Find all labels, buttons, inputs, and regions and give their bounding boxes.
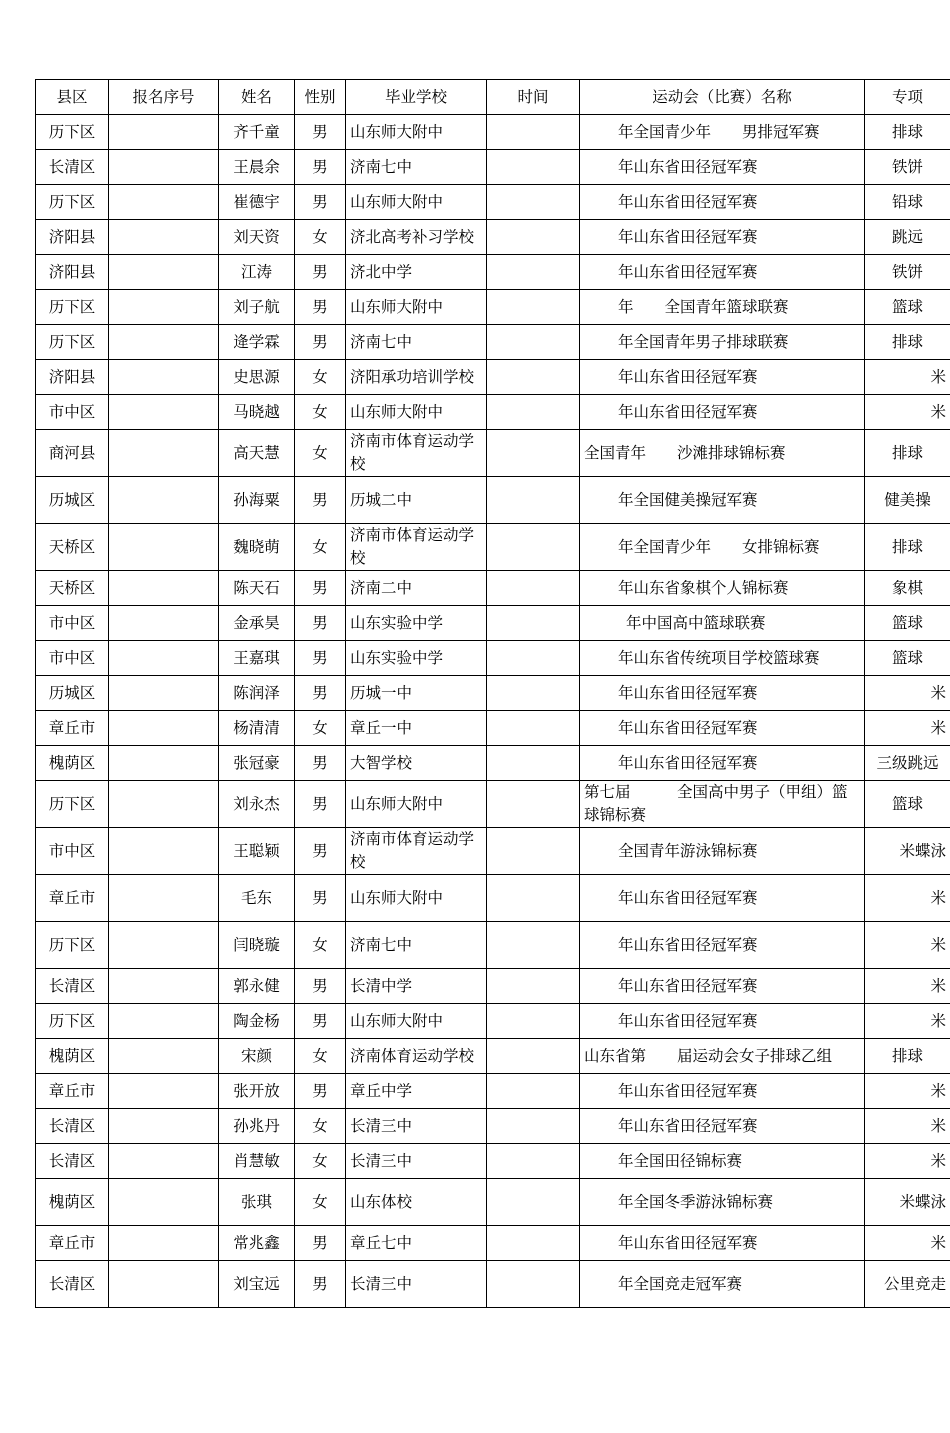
gender-cell: 女 <box>295 922 346 969</box>
registration-number-cell <box>109 676 219 711</box>
sport-cell: 公里竞走 <box>865 1261 950 1308</box>
sport-cell: 米 <box>865 1144 950 1179</box>
table-row <box>36 290 950 325</box>
registration-number-cell <box>109 1039 219 1074</box>
time-cell <box>487 1109 580 1144</box>
sport-cell: 健美操 <box>865 477 950 524</box>
county-cell: 天桥区 <box>36 524 109 571</box>
header-county: 县区 <box>36 80 109 115</box>
county-cell: 章丘市 <box>36 711 109 746</box>
county-cell: 槐荫区 <box>36 1039 109 1074</box>
name-cell: 王聪颖 <box>219 828 295 875</box>
school-cell: 济南体育运动学校 <box>346 1039 487 1074</box>
school-cell: 山东体校 <box>346 1179 487 1226</box>
event-cell: 年全国冬季游泳锦标赛 <box>580 1179 865 1226</box>
gender-cell: 男 <box>295 115 346 150</box>
school-cell: 山东师大附中 <box>346 1004 487 1039</box>
event-cell: 第七届 全国高中男子（甲组）篮球锦标赛 <box>580 781 865 828</box>
sport-cell: 米蝶泳 <box>865 1179 950 1226</box>
name-cell: 王嘉琪 <box>219 641 295 676</box>
table-row <box>36 711 950 746</box>
county-cell: 天桥区 <box>36 571 109 606</box>
registration-number-cell <box>109 606 219 641</box>
name-cell: 江涛 <box>219 255 295 290</box>
name-cell: 陶金杨 <box>219 1004 295 1039</box>
time-cell <box>487 1226 580 1261</box>
sport-cell: 米 <box>865 922 950 969</box>
table-row <box>36 1144 950 1179</box>
name-cell: 肖慧敏 <box>219 1144 295 1179</box>
gender-cell: 男 <box>295 571 346 606</box>
table-row <box>36 325 950 360</box>
sport-cell: 篮球 <box>865 641 950 676</box>
event-cell: 年山东省田径冠军赛 <box>580 746 865 781</box>
sport-cell: 排球 <box>865 524 950 571</box>
time-cell <box>487 641 580 676</box>
registration-number-cell <box>109 150 219 185</box>
county-cell: 长清区 <box>36 969 109 1004</box>
school-cell: 山东师大附中 <box>346 395 487 430</box>
table-row <box>36 1039 950 1074</box>
registration-number-cell <box>109 524 219 571</box>
name-cell: 郭永健 <box>219 969 295 1004</box>
registration-number-cell <box>109 430 219 477</box>
school-cell: 山东师大附中 <box>346 290 487 325</box>
name-cell: 逄学霖 <box>219 325 295 360</box>
school-cell: 山东实验中学 <box>346 606 487 641</box>
gender-cell: 男 <box>295 477 346 524</box>
school-cell: 章丘中学 <box>346 1074 487 1109</box>
table-row <box>36 641 950 676</box>
sport-cell: 三级跳远 <box>865 746 950 781</box>
registration-number-cell <box>109 1226 219 1261</box>
time-cell <box>487 115 580 150</box>
name-cell: 陈润泽 <box>219 676 295 711</box>
table-row <box>36 430 950 477</box>
name-cell: 高天慧 <box>219 430 295 477</box>
registration-number-cell <box>109 1109 219 1144</box>
gender-cell: 男 <box>295 150 346 185</box>
registration-number-cell <box>109 711 219 746</box>
event-cell: 年全国田径锦标赛 <box>580 1144 865 1179</box>
time-cell <box>487 430 580 477</box>
county-cell: 历下区 <box>36 1004 109 1039</box>
school-cell: 大智学校 <box>346 746 487 781</box>
school-cell: 济阳承功培训学校 <box>346 360 487 395</box>
gender-cell: 男 <box>295 875 346 922</box>
event-cell: 年山东省田径冠军赛 <box>580 185 865 220</box>
sport-cell: 米 <box>865 1226 950 1261</box>
table-row <box>36 969 950 1004</box>
school-cell: 山东师大附中 <box>346 781 487 828</box>
name-cell: 魏晓萌 <box>219 524 295 571</box>
registration-number-cell <box>109 1179 219 1226</box>
event-cell: 年山东省田径冠军赛 <box>580 676 865 711</box>
school-cell: 长清中学 <box>346 969 487 1004</box>
county-cell: 历下区 <box>36 115 109 150</box>
registration-number-cell <box>109 1074 219 1109</box>
table-row <box>36 220 950 255</box>
sport-cell: 米 <box>865 360 950 395</box>
gender-cell: 女 <box>295 524 346 571</box>
table-body <box>36 115 950 1308</box>
county-cell: 长清区 <box>36 1109 109 1144</box>
gender-cell: 男 <box>295 781 346 828</box>
event-cell: 年山东省田径冠军赛 <box>580 360 865 395</box>
time-cell <box>487 746 580 781</box>
gender-cell: 男 <box>295 255 346 290</box>
school-cell: 济南市体育运动学校 <box>346 828 487 875</box>
sport-cell: 象棋 <box>865 571 950 606</box>
sport-cell: 排球 <box>865 430 950 477</box>
time-cell <box>487 220 580 255</box>
time-cell <box>487 1179 580 1226</box>
county-cell: 历下区 <box>36 185 109 220</box>
school-cell: 山东实验中学 <box>346 641 487 676</box>
time-cell <box>487 325 580 360</box>
sport-cell: 铁饼 <box>865 255 950 290</box>
event-cell: 年全国青少年 女排锦标赛 <box>580 524 865 571</box>
table-row <box>36 1179 950 1226</box>
name-cell: 张冠豪 <box>219 746 295 781</box>
time-cell <box>487 185 580 220</box>
school-cell: 章丘一中 <box>346 711 487 746</box>
table-row <box>36 606 950 641</box>
name-cell: 陈天石 <box>219 571 295 606</box>
time-cell <box>487 360 580 395</box>
name-cell: 刘天资 <box>219 220 295 255</box>
table-row <box>36 185 950 220</box>
name-cell: 刘永杰 <box>219 781 295 828</box>
name-cell: 齐千童 <box>219 115 295 150</box>
event-cell: 年山东省田径冠军赛 <box>580 969 865 1004</box>
header-gender: 性别 <box>295 80 346 115</box>
gender-cell: 女 <box>295 1039 346 1074</box>
name-cell: 张开放 <box>219 1074 295 1109</box>
sport-cell: 铁饼 <box>865 150 950 185</box>
county-cell: 长清区 <box>36 1144 109 1179</box>
event-cell: 年山东省田径冠军赛 <box>580 1004 865 1039</box>
sport-cell: 篮球 <box>865 290 950 325</box>
header-registration-number: 报名序号 <box>109 80 219 115</box>
event-cell: 全国青年游泳锦标赛 <box>580 828 865 875</box>
gender-cell: 男 <box>295 746 346 781</box>
sport-cell: 米 <box>865 875 950 922</box>
event-cell: 年 全国青年篮球联赛 <box>580 290 865 325</box>
name-cell: 刘宝远 <box>219 1261 295 1308</box>
event-cell: 年全国竞走冠军赛 <box>580 1261 865 1308</box>
county-cell: 济阳县 <box>36 360 109 395</box>
event-cell: 年全国青少年 男排冠军赛 <box>580 115 865 150</box>
school-cell: 济南市体育运动学校 <box>346 430 487 477</box>
time-cell <box>487 1004 580 1039</box>
county-cell: 济阳县 <box>36 255 109 290</box>
header-school: 毕业学校 <box>346 80 487 115</box>
header-time: 时间 <box>487 80 580 115</box>
gender-cell: 女 <box>295 1109 346 1144</box>
table-row <box>36 1004 950 1039</box>
event-cell: 年山东省田径冠军赛 <box>580 1074 865 1109</box>
gender-cell: 女 <box>295 1144 346 1179</box>
name-cell: 史思源 <box>219 360 295 395</box>
sport-cell: 篮球 <box>865 781 950 828</box>
name-cell: 常兆鑫 <box>219 1226 295 1261</box>
registration-number-cell <box>109 325 219 360</box>
county-cell: 章丘市 <box>36 875 109 922</box>
time-cell <box>487 676 580 711</box>
time-cell <box>487 524 580 571</box>
county-cell: 槐荫区 <box>36 1179 109 1226</box>
registration-number-cell <box>109 781 219 828</box>
sport-cell: 铅球 <box>865 185 950 220</box>
table-row <box>36 1109 950 1144</box>
school-cell: 济北高考补习学校 <box>346 220 487 255</box>
time-cell <box>487 1261 580 1308</box>
gender-cell: 女 <box>295 711 346 746</box>
event-cell: 年山东省传统项目学校篮球赛 <box>580 641 865 676</box>
registration-number-cell <box>109 395 219 430</box>
school-cell: 长清三中 <box>346 1109 487 1144</box>
county-cell: 市中区 <box>36 641 109 676</box>
gender-cell: 男 <box>295 1226 346 1261</box>
table-row <box>36 115 950 150</box>
gender-cell: 女 <box>295 1179 346 1226</box>
event-cell: 年山东省田径冠军赛 <box>580 1226 865 1261</box>
name-cell: 金承昊 <box>219 606 295 641</box>
sport-cell: 米 <box>865 711 950 746</box>
table-row <box>36 360 950 395</box>
event-cell: 年山东省田径冠军赛 <box>580 220 865 255</box>
event-cell: 山东省第 届运动会女子排球乙组 <box>580 1039 865 1074</box>
table-row <box>36 875 950 922</box>
county-cell: 历下区 <box>36 325 109 360</box>
name-cell: 杨清清 <box>219 711 295 746</box>
county-cell: 长清区 <box>36 150 109 185</box>
gender-cell: 男 <box>295 676 346 711</box>
name-cell: 马晓越 <box>219 395 295 430</box>
school-cell: 历城二中 <box>346 477 487 524</box>
table-row <box>36 828 950 875</box>
event-cell: 年山东省田径冠军赛 <box>580 711 865 746</box>
sport-cell: 排球 <box>865 325 950 360</box>
registration-number-cell <box>109 641 219 676</box>
gender-cell: 男 <box>295 606 346 641</box>
registration-number-cell <box>109 115 219 150</box>
sport-cell: 米蝶泳 <box>865 828 950 875</box>
event-cell: 年全国青年男子排球联赛 <box>580 325 865 360</box>
table-row <box>36 1074 950 1109</box>
name-cell: 王晨余 <box>219 150 295 185</box>
sport-cell: 米 <box>865 395 950 430</box>
time-cell <box>487 828 580 875</box>
registration-number-cell <box>109 746 219 781</box>
school-cell: 章丘七中 <box>346 1226 487 1261</box>
county-cell: 章丘市 <box>36 1226 109 1261</box>
school-cell: 济南七中 <box>346 922 487 969</box>
event-cell: 年山东省田径冠军赛 <box>580 922 865 969</box>
county-cell: 济阳县 <box>36 220 109 255</box>
table-row <box>36 676 950 711</box>
registration-number-cell <box>109 290 219 325</box>
table-row <box>36 746 950 781</box>
event-cell: 年山东省田径冠军赛 <box>580 395 865 430</box>
registration-number-cell <box>109 969 219 1004</box>
table-row <box>36 781 950 828</box>
name-cell: 孙海粟 <box>219 477 295 524</box>
time-cell <box>487 1039 580 1074</box>
table-row <box>36 1261 950 1308</box>
county-cell: 长清区 <box>36 1261 109 1308</box>
name-cell: 宋颜 <box>219 1039 295 1074</box>
county-cell: 历下区 <box>36 290 109 325</box>
sport-cell: 排球 <box>865 1039 950 1074</box>
time-cell <box>487 969 580 1004</box>
registration-number-cell <box>109 828 219 875</box>
school-cell: 济南七中 <box>346 325 487 360</box>
gender-cell: 女 <box>295 395 346 430</box>
time-cell <box>487 290 580 325</box>
name-cell: 孙兆丹 <box>219 1109 295 1144</box>
registration-number-cell <box>109 1004 219 1039</box>
time-cell <box>487 1074 580 1109</box>
school-cell: 济北中学 <box>346 255 487 290</box>
registration-number-cell <box>109 1261 219 1308</box>
sport-cell: 米 <box>865 1074 950 1109</box>
school-cell: 济南市体育运动学校 <box>346 524 487 571</box>
time-cell <box>487 150 580 185</box>
gender-cell: 女 <box>295 430 346 477</box>
registration-number-cell <box>109 255 219 290</box>
sport-cell: 米 <box>865 1004 950 1039</box>
name-cell: 刘子航 <box>219 290 295 325</box>
county-cell: 市中区 <box>36 395 109 430</box>
gender-cell: 男 <box>295 325 346 360</box>
athlete-roster-table <box>35 79 950 1308</box>
event-cell: 年山东省田径冠军赛 <box>580 150 865 185</box>
school-cell: 山东师大附中 <box>346 875 487 922</box>
county-cell: 历下区 <box>36 781 109 828</box>
registration-number-cell <box>109 220 219 255</box>
event-cell: 年山东省田径冠军赛 <box>580 1109 865 1144</box>
gender-cell: 男 <box>295 1261 346 1308</box>
time-cell <box>487 477 580 524</box>
time-cell <box>487 255 580 290</box>
registration-number-cell <box>109 477 219 524</box>
event-cell: 全国青年 沙滩排球锦标赛 <box>580 430 865 477</box>
header-event: 运动会（比赛）名称 <box>580 80 865 115</box>
gender-cell: 男 <box>295 290 346 325</box>
time-cell <box>487 922 580 969</box>
time-cell <box>487 571 580 606</box>
county-cell: 槐荫区 <box>36 746 109 781</box>
table-header-row <box>36 80 950 115</box>
sport-cell: 米 <box>865 1109 950 1144</box>
gender-cell: 男 <box>295 969 346 1004</box>
sport-cell: 跳远 <box>865 220 950 255</box>
event-cell: 年山东省田径冠军赛 <box>580 875 865 922</box>
gender-cell: 男 <box>295 185 346 220</box>
sport-cell: 米 <box>865 969 950 1004</box>
table-row <box>36 395 950 430</box>
time-cell <box>487 875 580 922</box>
name-cell: 闫晓璇 <box>219 922 295 969</box>
school-cell: 山东师大附中 <box>346 185 487 220</box>
school-cell: 济南二中 <box>346 571 487 606</box>
registration-number-cell <box>109 922 219 969</box>
time-cell <box>487 1144 580 1179</box>
sport-cell: 篮球 <box>865 606 950 641</box>
county-cell: 商河县 <box>36 430 109 477</box>
registration-number-cell <box>109 185 219 220</box>
registration-number-cell <box>109 571 219 606</box>
event-cell: 年山东省田径冠军赛 <box>580 255 865 290</box>
gender-cell: 男 <box>295 641 346 676</box>
school-cell: 山东师大附中 <box>346 115 487 150</box>
header-name: 姓名 <box>219 80 295 115</box>
name-cell: 张琪 <box>219 1179 295 1226</box>
gender-cell: 男 <box>295 1004 346 1039</box>
gender-cell: 男 <box>295 1074 346 1109</box>
gender-cell: 女 <box>295 360 346 395</box>
event-cell: 年山东省象棋个人锦标赛 <box>580 571 865 606</box>
school-cell: 长清三中 <box>346 1261 487 1308</box>
school-cell: 历城一中 <box>346 676 487 711</box>
registration-number-cell <box>109 1144 219 1179</box>
time-cell <box>487 606 580 641</box>
name-cell: 毛东 <box>219 875 295 922</box>
sport-cell: 排球 <box>865 115 950 150</box>
table-row <box>36 524 950 571</box>
county-cell: 市中区 <box>36 606 109 641</box>
school-cell: 济南七中 <box>346 150 487 185</box>
gender-cell: 女 <box>295 220 346 255</box>
county-cell: 历城区 <box>36 676 109 711</box>
table-row <box>36 255 950 290</box>
table-row <box>36 150 950 185</box>
table-row <box>36 571 950 606</box>
registration-number-cell <box>109 875 219 922</box>
gender-cell: 男 <box>295 828 346 875</box>
school-cell: 长清三中 <box>346 1144 487 1179</box>
table-row <box>36 922 950 969</box>
table-row <box>36 1226 950 1261</box>
county-cell: 章丘市 <box>36 1074 109 1109</box>
header-sport: 专项 <box>865 80 950 115</box>
event-cell: 年全国健美操冠军赛 <box>580 477 865 524</box>
county-cell: 市中区 <box>36 828 109 875</box>
name-cell: 崔德宇 <box>219 185 295 220</box>
registration-number-cell <box>109 360 219 395</box>
time-cell <box>487 781 580 828</box>
event-cell: 年中国高中篮球联赛 <box>580 606 865 641</box>
county-cell: 历城区 <box>36 477 109 524</box>
county-cell: 历下区 <box>36 922 109 969</box>
time-cell <box>487 395 580 430</box>
time-cell <box>487 711 580 746</box>
table-row <box>36 477 950 524</box>
sport-cell: 米 <box>865 676 950 711</box>
